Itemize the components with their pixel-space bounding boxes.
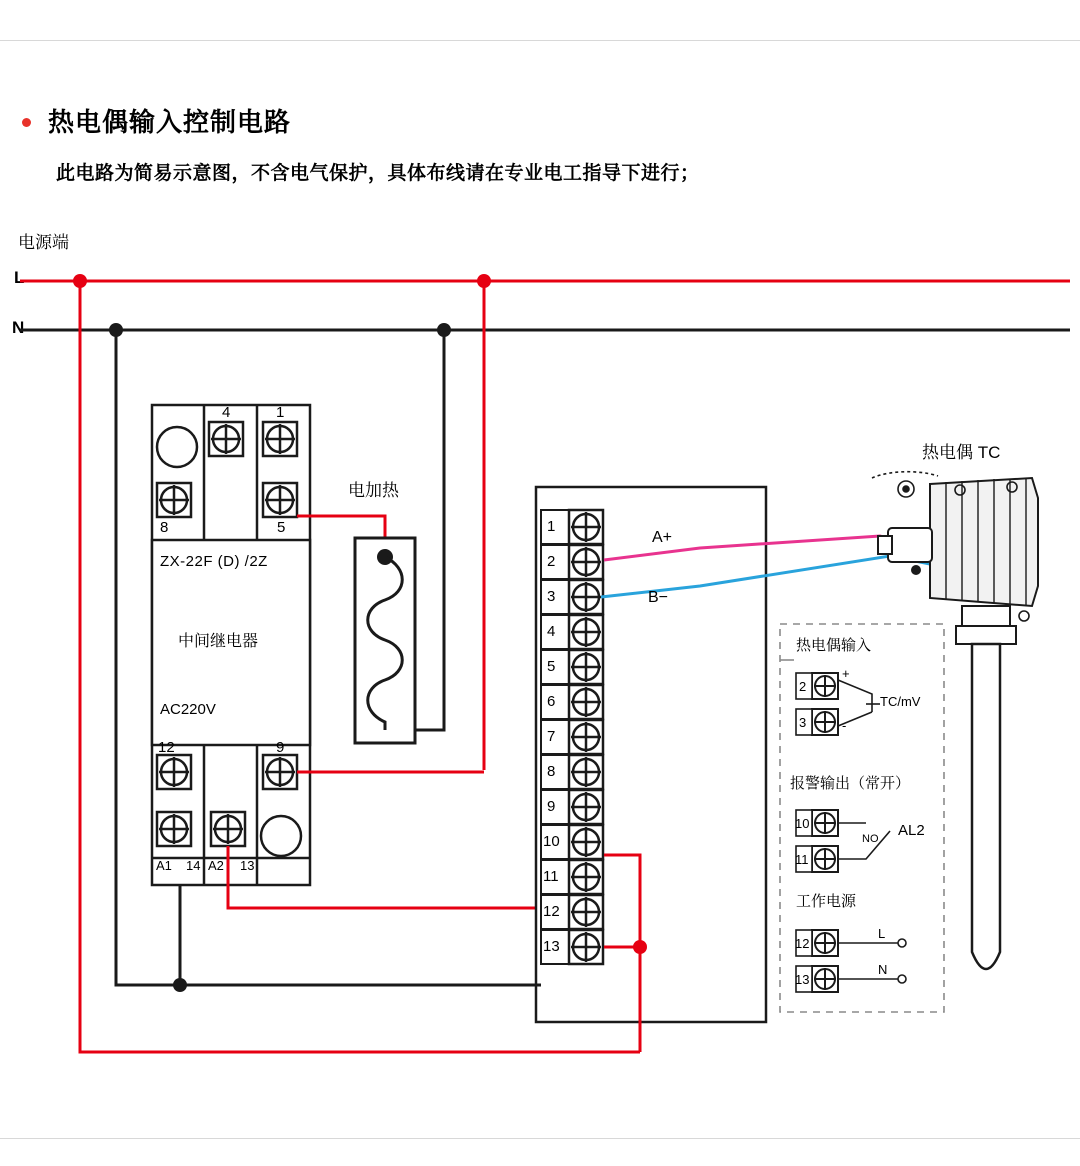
legend-tc-sign-minus: -: [842, 718, 847, 733]
legend-alarm-contact-no: NO: [862, 833, 879, 845]
controller-terminal-2-label: 2: [547, 553, 556, 570]
legend-tc-terminal-2: 2: [799, 679, 807, 694]
page-subtitle: 此电路为简易示意图，不含电气保护，具体布线请在专业电工指导下进行；: [56, 163, 700, 184]
relay-terminal-13-label: 13: [240, 858, 255, 873]
legend-tc-input-title: 热电偶输入: [796, 637, 872, 654]
controller-terminal-12-label: 12: [543, 903, 560, 920]
legend-alarm-title: 报警输出（常开）: [790, 775, 911, 792]
relay-terminal-12-label: 12: [158, 739, 175, 756]
relay-terminal-8-label: 8: [160, 519, 169, 536]
controller-terminal-8-label: 8: [547, 763, 556, 780]
relay-terminal-a1-label: A1: [156, 858, 172, 873]
legend-power-title: 工作电源: [796, 893, 857, 910]
line-l-label: L: [14, 268, 25, 287]
relay-terminal-4-label: 4: [222, 404, 231, 421]
relay-terminal-1-label: 1: [276, 404, 285, 421]
controller-terminal-13-label: 13: [543, 938, 560, 955]
relay-voltage-label: AC220V: [160, 701, 216, 718]
page-title: 热电偶输入控制电路: [48, 107, 292, 137]
legend-tc-sign-plus: +: [842, 666, 850, 681]
legend-power-terminal-12: 12: [795, 936, 810, 951]
power-source-label: 电源端: [18, 233, 69, 252]
legend-tc-signal-label: TC/mV: [880, 694, 921, 709]
controller-terminal-9-label: 9: [547, 798, 556, 815]
controller-terminal-5-label: 5: [547, 658, 556, 675]
relay-name-label: 中间继电器: [178, 633, 259, 650]
relay-terminal-a2-label: A2: [208, 858, 224, 873]
thermocouple-label: 热电偶 TC: [922, 443, 1001, 462]
controller-terminal-6-label: 6: [547, 693, 556, 710]
legend-tc-terminal-3: 3: [799, 715, 807, 730]
controller-terminal-4-label: 4: [547, 623, 556, 640]
controller-terminal-1-label: 1: [547, 518, 556, 535]
controller-terminal-7-label: 7: [547, 728, 556, 745]
relay-terminal-5-label: 5: [277, 519, 286, 536]
line-n-label: N: [12, 318, 25, 337]
relay-terminal-9-label: 9: [276, 739, 285, 756]
legend-power-label-l: L: [878, 926, 886, 941]
relay-terminal-14-label: 14: [186, 858, 201, 873]
controller-terminal-3-label: 3: [547, 588, 556, 605]
relay-model-label: ZX-22F (D) /2Z: [160, 553, 268, 570]
wire-b-minus-label: B−: [648, 589, 669, 606]
heater-label: 电加热: [348, 481, 399, 500]
legend-alarm-terminal-10: 10: [795, 816, 810, 831]
wire-a-plus-label: A+: [652, 529, 673, 546]
legend-power-terminal-13: 13: [795, 972, 810, 987]
legend-power-label-n: N: [878, 962, 888, 977]
controller-terminal-11-label: 11: [543, 868, 559, 885]
legend-alarm-name: AL2: [898, 822, 925, 839]
legend-alarm-terminal-11: 11: [795, 852, 809, 867]
controller-terminal-10-label: 10: [543, 833, 560, 850]
